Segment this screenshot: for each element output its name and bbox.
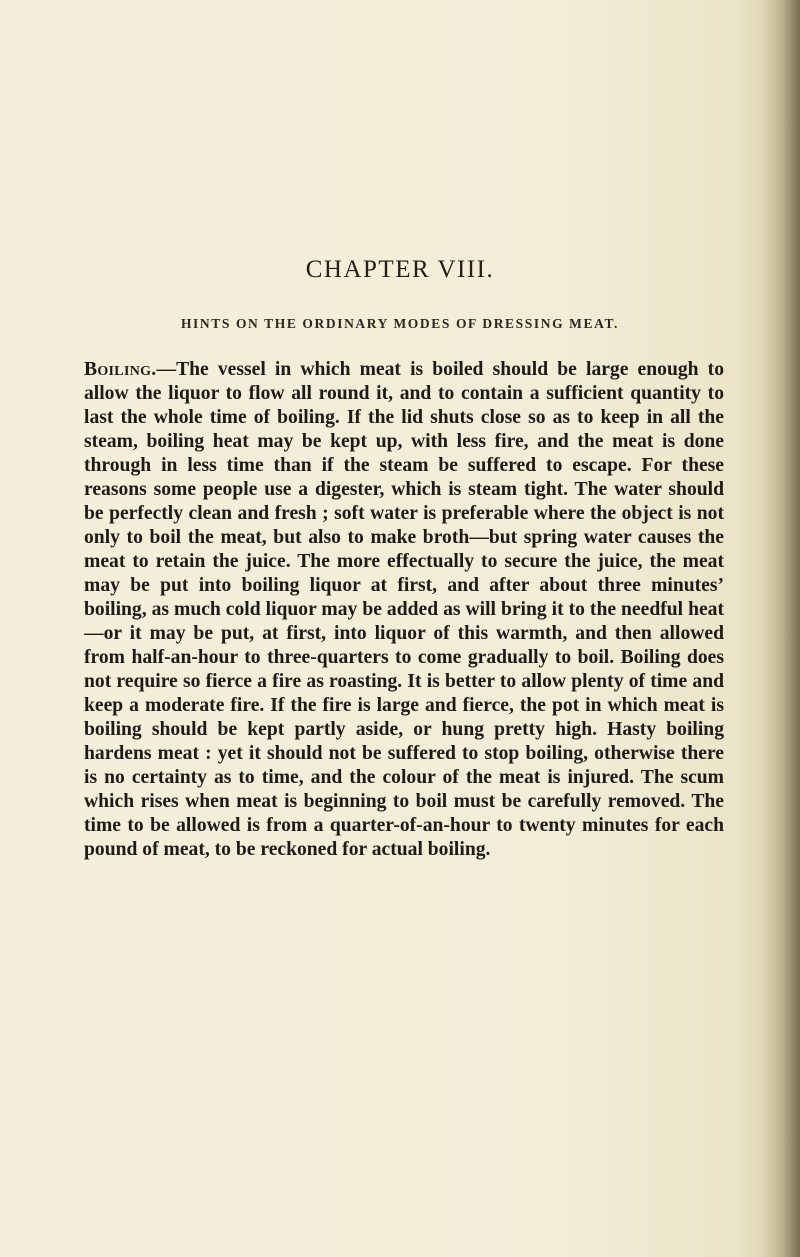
chapter-subtitle: HINTS ON THE ORDINARY MODES OF DRESSING MEAT.: [180, 316, 620, 331]
page-edge-shadow: [762, 0, 800, 1257]
chapter-title: CHAPTER VIII.: [305, 256, 495, 283]
paragraph-lead-word: Boiling.: [84, 359, 157, 380]
body-paragraph: [84, 358, 724, 862]
paragraph-text: —The vessel in which meat is boiled should be large enough to allow the liquor to flow all round it, and to contain a sufficient quantity to last the whole time of boiling. If the lid shuts close so as to keep in all the steam, boiling heat may be kept up, with less fire, and the meat is done through in less time than if the steam be suffered to escape. For these reasons some people use a digester, which is steam tight. The water should be perfectly clean and fresh ; soft water is preferable where the object is not only to boil the meat, but also to make broth—but spring water causes the meat to retain the juice. The more effectually to secure the juice, the meat may be put into boiling liquor at first, and after about three minutes’ boiling, as much cold liquor may be added as will bring it to the needful heat—or it may be put, at first, into liquor of this warmth, and then allowed from half-an-hour to three-quarters to come gradually to boil. Boiling does not require so fierce a fire as roasting. It is better to allow plenty of time and keep a moderate fire. If the fire is large and fierce, the pot in which meat is boiling should be kept partly aside, or hung pretty high. Hasty boiling hardens meat : yet it should not be suffered to stop boiling, otherwise there is no certainty as to time, and the colour of the meat is injured. The scum which rises when meat is beginning to boil must be carefully removed. The time to be allowed is from a quarter-of-an-hour to twenty minutes for each pound of meat, to be reckoned for actual boiling.: [84, 359, 724, 860]
